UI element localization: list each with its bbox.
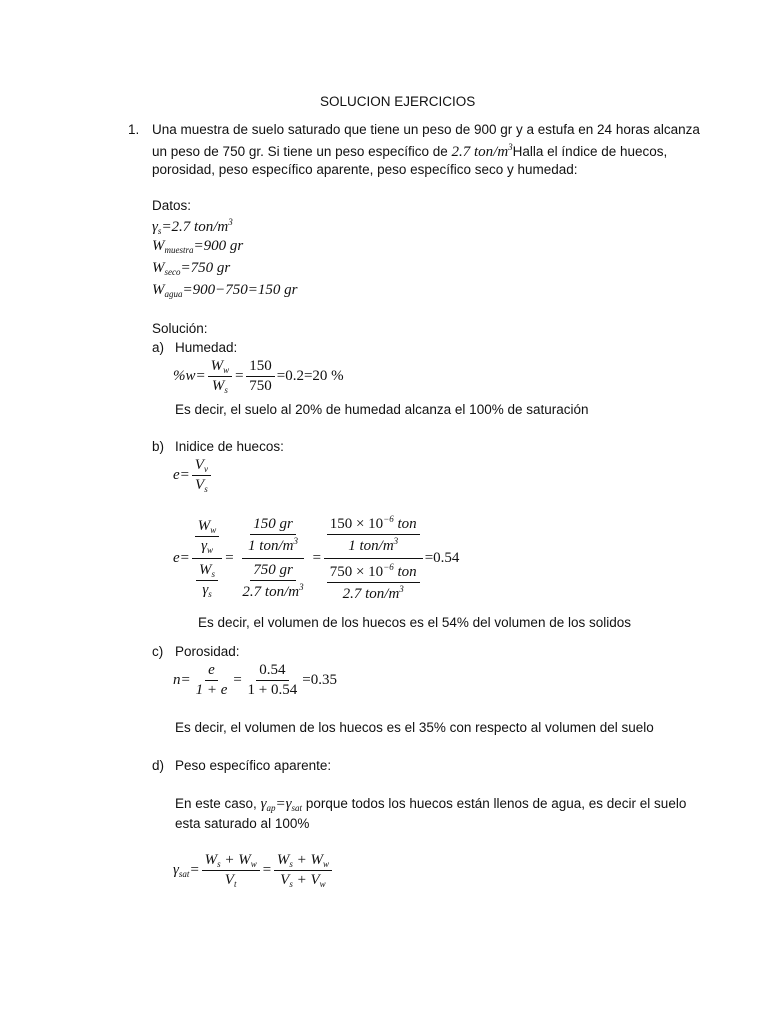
- section-d-text-2: esta saturado al 100%: [175, 816, 310, 831]
- section-a-letter: a): [152, 340, 165, 355]
- problem-line-1: Una muestra de suelo saturado que tiene un peso de 900 gr y a estufa en 24 horas alcanza: [152, 122, 700, 137]
- section-b-note: Es decir, el volumen de los huecos es el 54% del volumen de los solidos: [198, 615, 631, 630]
- section-b-letter: b): [152, 439, 165, 454]
- page-title: SOLUCION EJERCICIOS: [320, 94, 476, 109]
- section-c-letter: c): [152, 644, 164, 659]
- problem-line-2-b: Halla el índice de huecos,: [512, 144, 668, 159]
- solucion-label: Solución:: [152, 321, 208, 336]
- void-ratio-equation: e= $\frac{\frac{W_w}{\gamma_w}}{\frac{W_s}{\gamma_s}}$ = $\frac{\frac{150 gr}{1 ton/m^3}}{\frac{750 gr}{2.7 ton/m^3}}$ = $\frac{\frac{150 \times 10^{-6} ton}{1 ton/m^3}}{\frac{750 \times 10^{-6} ton}{2.7 ton/m^3}}$ =0.54: [173, 514, 460, 602]
- problem-line-2-math: 2.7 ton/$m^3$: [451, 142, 513, 160]
- gamma-sat-equation: $\gamma_{sat}=$ $\frac{W_s + W_w}{V_t}$ = $\frac{W_s + W_w}{V_s + V_w}$: [173, 852, 334, 889]
- section-d-text-1: En este caso, $\gamma_{ap}=\gamma_{sat}$ porque todos los huecos están llenos de agua, es decir el suelo: [175, 796, 687, 813]
- problem-number: 1.: [128, 122, 140, 137]
- problem-line-3: porosidad, peso específico aparente, peso específico seco y humedad:: [152, 162, 578, 177]
- section-c-heading: Porosidad:: [175, 644, 240, 659]
- problem-line-2-a: un peso de 750 gr. Si tiene un peso específico de: [152, 144, 448, 159]
- datos-gamma-s: $\gamma_s=2.7$ ton/$m^3$: [152, 217, 233, 236]
- section-a-note: Es decir, el suelo al 20% de humedad alcanza el 100% de saturación: [175, 402, 589, 417]
- void-ratio-definition: e= $\frac{V_v}{V_s}$: [173, 457, 213, 494]
- porosity-equation: n= $\frac{e}{1 + e}$ = $\frac{0.54}{1 + 0.54}$ =0.35: [173, 662, 337, 698]
- datos-label: Datos:: [152, 198, 192, 213]
- problem-line-2: [152, 142, 667, 161]
- section-d-letter: d): [152, 758, 165, 773]
- section-c-note: Es decir, el volumen de los huecos es el 35% con respecto al volumen del suelo: [175, 720, 654, 735]
- section-b-heading: Inidice de huecos:: [175, 439, 284, 454]
- datos-w-muestra: $W_{muestra}=900$ gr: [152, 238, 244, 255]
- datos-w-seco: $W_{seco}=750$ gr: [152, 260, 231, 277]
- section-a-heading: Humedad:: [175, 340, 238, 355]
- section-d-heading: Peso específico aparente:: [175, 758, 332, 773]
- datos-w-agua: $W_{agua}=900-750=150$ gr: [152, 282, 298, 299]
- humedad-equation: %w= $\frac{W_w}{W_s}$ = $\frac{150}{750}$ =0.2=20 %: [173, 358, 344, 395]
